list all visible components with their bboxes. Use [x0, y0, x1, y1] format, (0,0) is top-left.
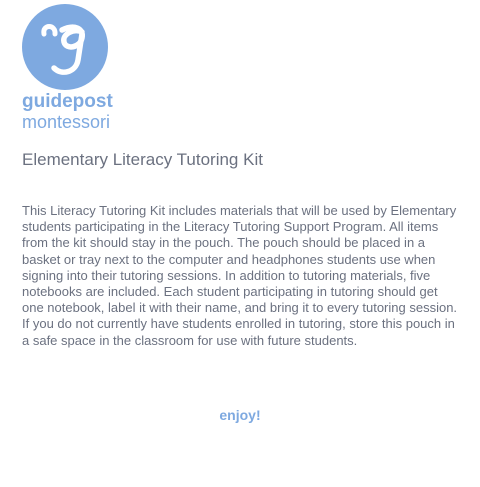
- document-title: Elementary Literacy Tutoring Kit: [22, 150, 263, 169]
- brand-logo: [22, 4, 113, 132]
- brand-name-line1: guidepost: [22, 91, 113, 112]
- document-body: This Literacy Tutoring Kit includes materials that will be used by Elementary students participating in the Literacy Tutoring Support Program. All items from the kit should stay in the pouch. The pouch should be placed in a basket or tray next to the computer and headphones students use when signing into their tutoring sessions. In addition to tutoring materials, five notebooks are included. Each student participating in tutoring should get one notebook, label it with their name, and bring it to every tutoring session. If you do not currently have students enrolled in tutoring, store this pouch in a safe space in the classroom for use with future students.: [22, 203, 458, 348]
- brand-name-line2: montessori: [22, 112, 111, 132]
- closing-text: enjoy!: [219, 407, 261, 423]
- guidepost-g-logo-icon: [22, 4, 108, 90]
